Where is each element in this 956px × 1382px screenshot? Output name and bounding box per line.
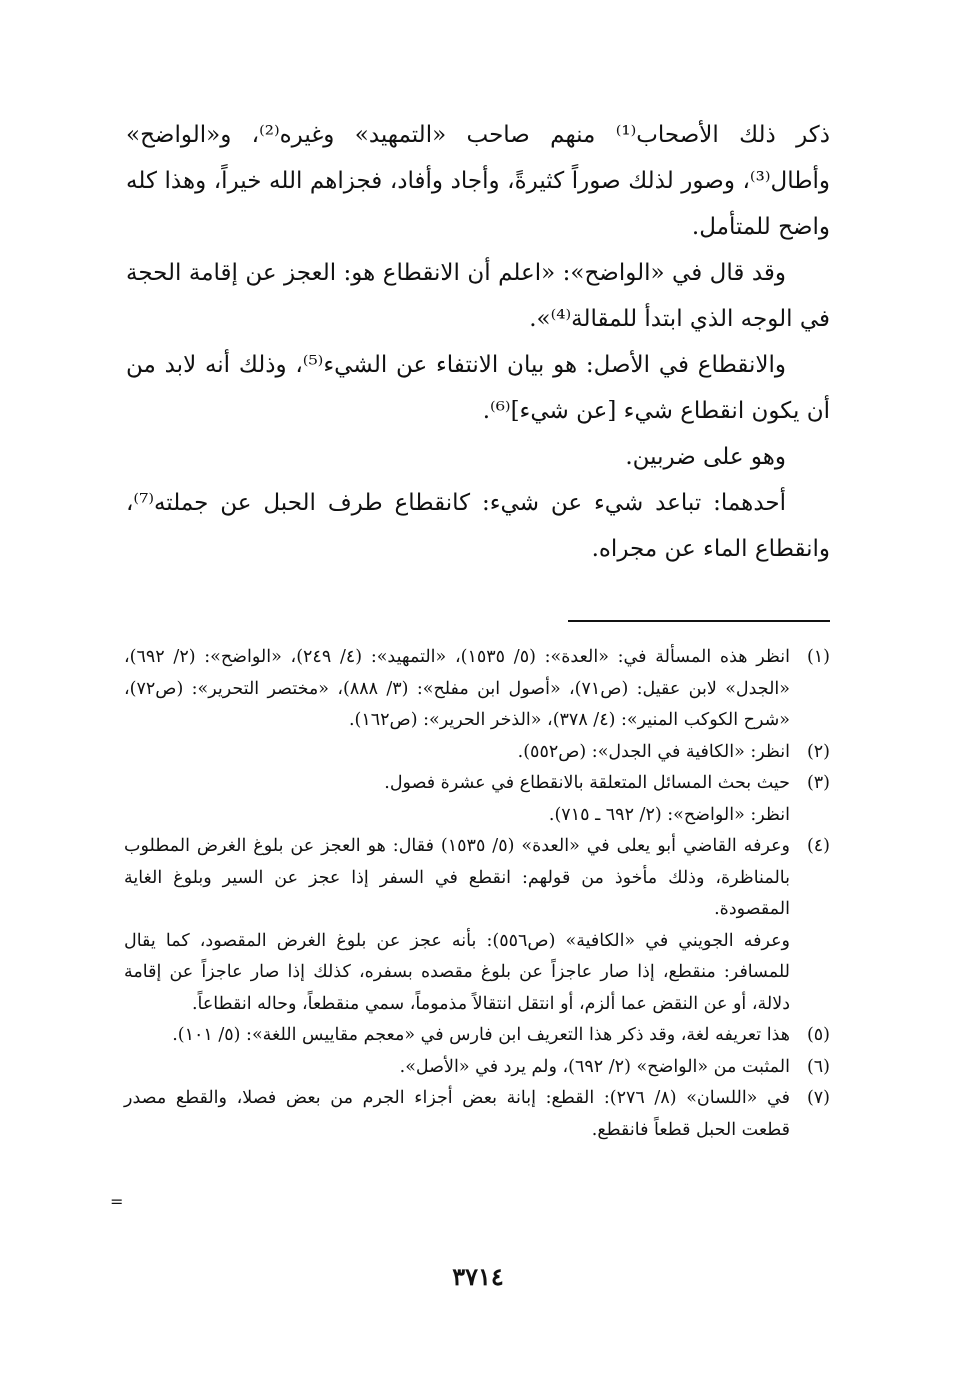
footnote-text: حيث بحث المسائل المتعلقة بالانقطاع في عشرة فصول.	[384, 773, 790, 793]
footnote-number: (١)	[806, 647, 830, 667]
footnote-text: انظر: «الكافية في الجدل»: (ص٥٥٢).	[517, 741, 790, 762]
footnote-number: (٥)	[806, 1025, 830, 1045]
footnote	[124, 768, 830, 800]
footnote-text: المثبت من «الواضح» (٢/ ٦٩٢)، ولم يرد في «الأصل».	[399, 1056, 790, 1077]
footnote-text: وعرفه القاضي أبو يعلى في «العدة» (٥/ ١٥٣٥) فقال: هو العجز عن بلوغ الغرض المطلوب بالمناظرة، وذلك مأخوذ من قولهم: انقطع في السفر إذا عجز عن السير وبلوغ الغاية المقصودة.	[124, 836, 790, 919]
continuation-mark: =	[110, 1192, 124, 1211]
paragraph: والانقطاع في الأصل: هو بيان الانتفاء عن الشيء⁽⁵⁾، وذلك أنه لابد من أن يكون انقطاع شيء [عن شيء]⁽⁶⁾.	[126, 352, 830, 424]
footnotes	[124, 642, 830, 1146]
footnote-divider	[568, 620, 830, 622]
footnote-number: (٤)	[806, 836, 830, 856]
page-number: ٣٧١٤	[452, 1262, 504, 1291]
paragraph: وهو على ضربين.	[625, 444, 786, 470]
footnote	[124, 831, 830, 926]
footnote	[124, 737, 830, 769]
footnote-number: (٢)	[806, 741, 830, 762]
footnote-text: انظر هذه المسألة في: «العدة»: (٥/ ١٥٣٥)، «التمهيد»: (٤/ ٢٤٩)، «الواضح»: (٢/ ٦٩٢)، «الجدل» لابن عقيل: (ص٧١)، «أصول ابن مفلح»: (٣/ ٨٨٨)، «مختصر التحرير»: (ص٧٢)، «شرح الكوكب المنير»: (٤/ ٣٧٨)، «الذخر الحرير»: (ص١٦٢).	[124, 647, 790, 730]
footnote	[124, 642, 830, 737]
footnote-continuation: انظر: «الواضح»: (٢/ ٦٩٢ ـ ٧١٥).	[548, 804, 790, 825]
paragraph: أحدهما: تباعد شيء عن شيء: كانقطاع طرف الحبل عن جملته⁽⁷⁾، وانقطاع الماء عن مجراه.	[126, 490, 830, 562]
footnote-text: هذا تعريفه لغة، وقد ذكر هذا التعريف ابن فارس في «معجم مقاييس اللغة»: (٥/ ١٠١).	[172, 1025, 790, 1045]
footnote	[124, 1083, 830, 1146]
footnote-text: في «اللسان» (٨/ ٢٧٦): القطع: إبانة بعض أجزاء الجرم من بعض فصلا، والقطع مصدر قطعت الحبل قطعاً فانقطع.	[124, 1088, 790, 1140]
footnote-continuation: وعرفه الجويني في «الكافية» (ص٥٥٦): بأنه عجز عن بلوغ الغرض المقصود، كما يقال للمسافر: منقطع، إذا صار عاجزاً عن بلوغ مقصده بسفره، كذلك إذا صار عاجزاً عن إقامة دلالة، أو عن النقض عما ألزم، أو انتقل انتقالاً مذموماً، سمي منقطعاً، وحاله انقطاعاً.	[124, 930, 790, 1014]
footnote-number: (٣)	[806, 773, 830, 793]
footnote	[124, 1052, 830, 1084]
main-text	[126, 112, 830, 572]
footnote-number: (٦)	[806, 1056, 830, 1077]
paragraph: ذكر ذلك الأصحاب⁽¹⁾ منهم صاحب «التمهيد» وغيره⁽²⁾، و«الواضح» وأطال⁽³⁾، وصور لذلك صوراً كثيرةً، وأجاد وأفاد، فجزاهم الله خيراً، وهذا كله واضح للمتأمل.	[126, 122, 830, 240]
footnote-number: (٧)	[806, 1088, 830, 1108]
paragraph: وقد قال في «الواضح»: «اعلم أن الانقطاع هو: العجز عن إقامة الحجة في الوجه الذي ابتدأ للمقالة⁽⁴⁾».	[126, 260, 830, 332]
footnote	[124, 1020, 830, 1052]
